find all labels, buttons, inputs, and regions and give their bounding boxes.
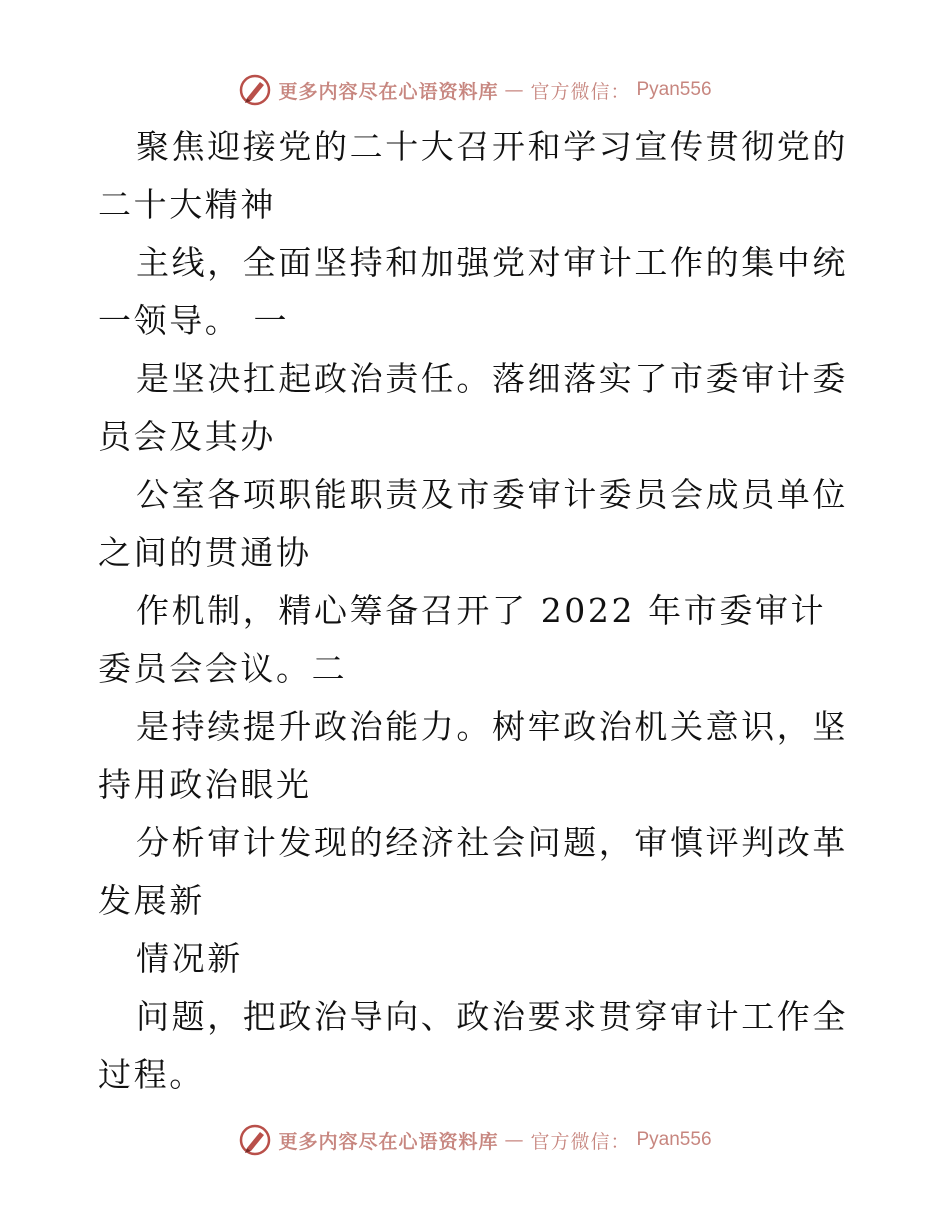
header-watermark bbox=[0, 70, 950, 110]
paragraph-line: 作机制，精心筹备召开了 2022 年市委审计委员会会议。二 bbox=[98, 591, 827, 688]
watermark-official-label: 官方微信： bbox=[530, 1130, 631, 1153]
paragraph-line: 问题，把政治导向、政治要求贯穿审计工作全过程。 bbox=[98, 997, 848, 1094]
paragraph-line: 是持续提升政治能力。树牢政治机关意识，坚持用政治眼光 bbox=[98, 707, 848, 804]
footer-watermark bbox=[0, 1120, 950, 1160]
watermark-wechat-id: Pyan556 bbox=[636, 79, 712, 100]
paragraph-line: 分析审计发现的经济社会问题，审慎评判改革发展新 bbox=[98, 823, 848, 920]
red-pen-circle-icon bbox=[238, 1123, 272, 1157]
watermark-dash: — bbox=[504, 1129, 525, 1151]
paragraph-line: 主线，全面坚持和加强党对审计工作的集中统一领导。 一 bbox=[98, 243, 848, 340]
paragraph-line: 公室各项职能职责及市委审计委员会成员单位之间的贯通协 bbox=[98, 475, 848, 572]
paragraph-line: 情况新 bbox=[136, 939, 243, 978]
watermark-main-text: 更多内容尽在心语资料库 bbox=[278, 1130, 499, 1153]
watermark-main-text: 更多内容尽在心语资料库 bbox=[278, 80, 499, 103]
watermark-official-label: 官方微信： bbox=[530, 80, 631, 103]
paragraph-line: 是坚决扛起政治责任。落细落实了市委审计委员会及其办 bbox=[98, 359, 848, 456]
paragraph-line: 聚焦迎接党的二十大召开和学习宣传贯彻党的二十大精神 bbox=[98, 127, 848, 224]
watermark-wechat-id: Pyan556 bbox=[636, 1129, 712, 1150]
red-pen-circle-icon bbox=[238, 73, 272, 107]
document-body bbox=[98, 118, 858, 1104]
watermark-dash: — bbox=[504, 79, 525, 101]
